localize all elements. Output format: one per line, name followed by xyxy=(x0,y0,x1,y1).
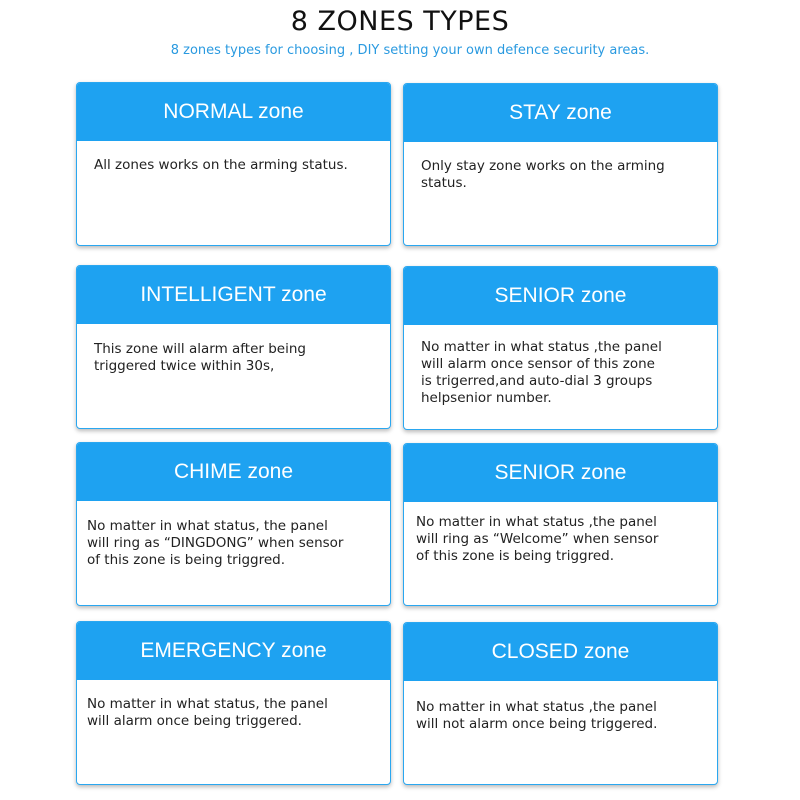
zone-title: EMERGENCY zone xyxy=(77,622,390,680)
zone-description: No matter in what status ,the panel will alarm once sensor of this zone is trigerred,and auto-dial 3 groups helpsenior number. xyxy=(421,339,662,406)
zone-description: Only stay zone works on the arming status. xyxy=(421,158,665,191)
zone-title: CHIME zone xyxy=(77,443,390,501)
zone-title: STAY zone xyxy=(404,84,717,142)
zone-description: No matter in what status, the panel will alarm once being triggered. xyxy=(87,696,328,729)
zone-description: No matter in what status ,the panel will ring as “Welcome” when sensor of this zone is being triggred. xyxy=(416,514,659,564)
zone-description: No matter in what status, the panel will ring as “DINGDONG” when sensor of this zone is being triggred. xyxy=(87,518,344,568)
zone-title: SENIOR zone xyxy=(404,267,717,325)
zone-card-normal xyxy=(76,82,391,246)
zone-card-senior-1 xyxy=(403,266,718,430)
page-title: 8 ZONES TYPES xyxy=(290,6,510,37)
zone-title: SENIOR zone xyxy=(404,444,717,502)
zone-description: All zones works on the arming status. xyxy=(94,157,348,173)
zone-card-closed xyxy=(403,622,718,785)
zone-card-senior-2 xyxy=(403,443,718,606)
zone-description: This zone will alarm after being triggered twice within 30s, xyxy=(94,341,306,374)
zone-card-stay xyxy=(403,83,718,246)
zone-title: NORMAL zone xyxy=(77,83,390,141)
zone-title: INTELLIGENT zone xyxy=(77,266,390,324)
zone-card-chime xyxy=(76,442,391,606)
zone-card-emergency xyxy=(76,621,391,785)
page-subtitle: 8 zones types for choosing , DIY setting your own defence security areas. xyxy=(170,43,650,58)
zone-card-intelligent xyxy=(76,265,391,429)
zone-description: No matter in what status ,the panel will not alarm once being triggered. xyxy=(416,699,658,732)
zone-title: CLOSED zone xyxy=(404,623,717,681)
